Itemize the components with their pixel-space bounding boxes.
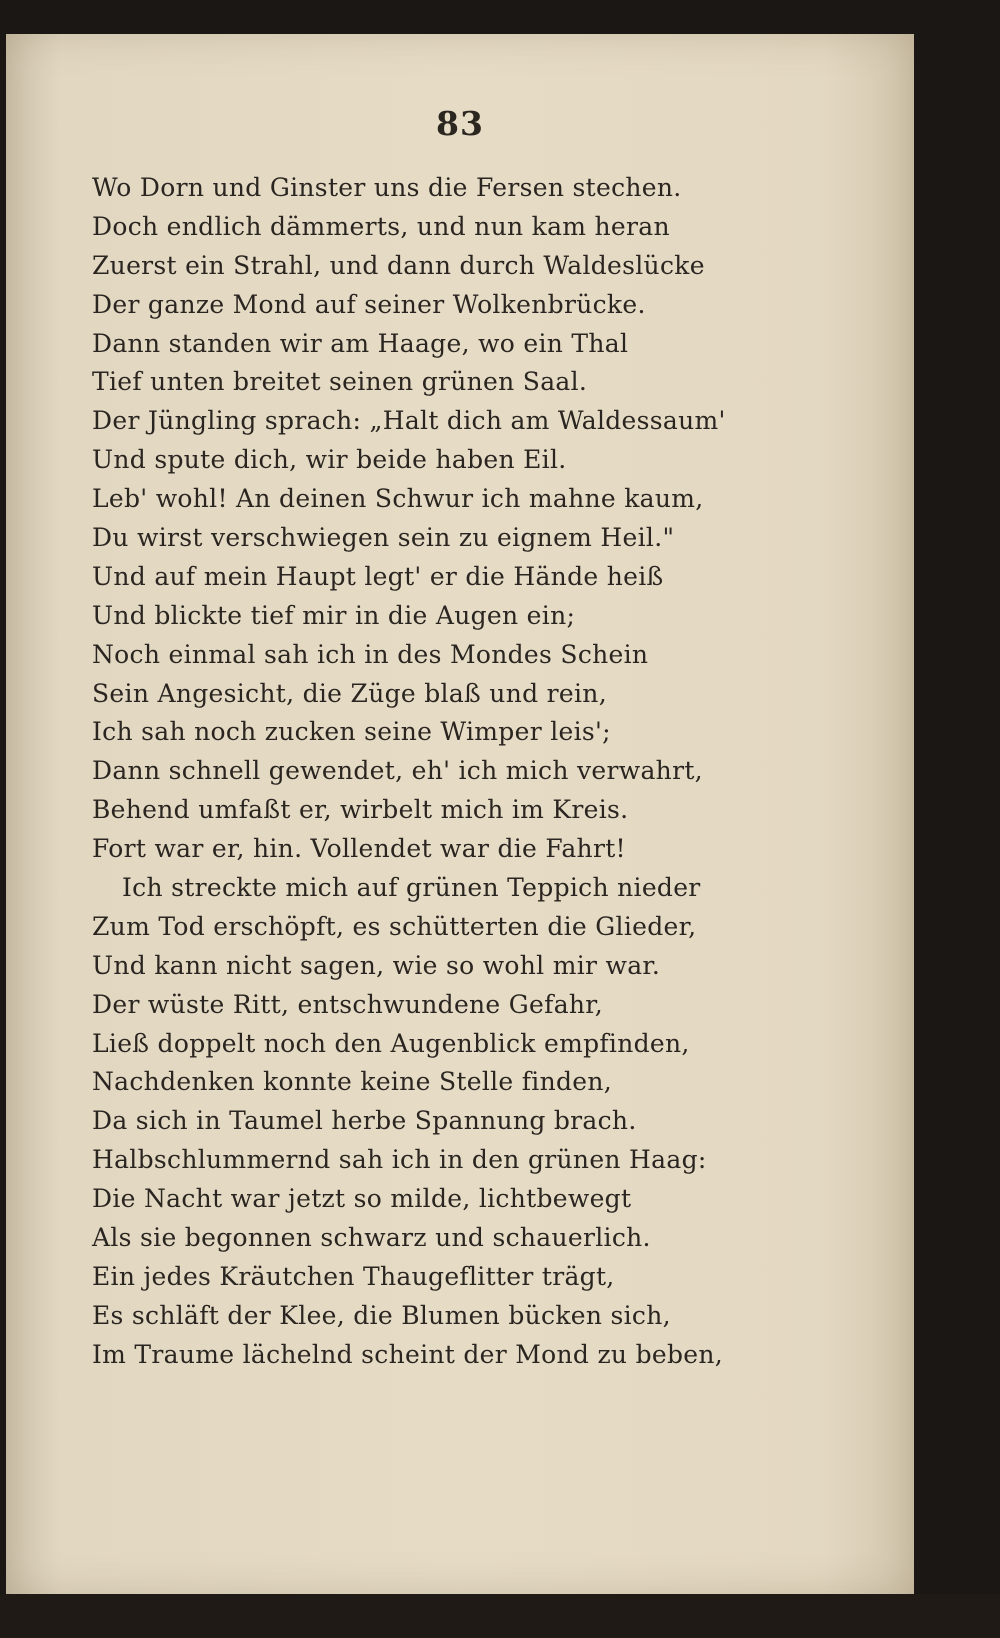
poem-line: Da sich in Taumel herbe Spannung brach. [92,1106,637,1136]
poem-line: Fort war er, hin. Vollendet war die Fahrt! [92,834,626,864]
poem-line: Ich sah noch zucken seine Wimper leis'; [92,717,611,747]
poem-line: Du wirst verschwiegen sein zu eignem Heil." [92,523,675,553]
poem-line: Tief unten breitet seinen grünen Saal. [92,367,588,397]
poem-line: Noch einmal sah ich in des Mondes Schein [92,639,649,669]
poem-line: Behend umfaßt er, wirbelt mich im Kreis. [92,795,629,825]
poem-line: Zuerst ein Strahl, und dann durch Waldeslücke [92,250,705,280]
poem-line: Als sie begonnen schwarz und schauerlich. [92,1223,651,1253]
poem-line: Doch endlich dämmerts, und nun kam heran [92,211,670,241]
poem-line: Der Jüngling sprach: „Halt dich am Waldessaum' [92,406,726,436]
poem-line: Dann standen wir am Haage, wo ein Thal [92,328,629,358]
poem-line: Und spute dich, wir beide haben Eil. [92,445,567,475]
poem-line: Ich streckte mich auf grünen Teppich nieder [122,873,701,903]
poem-line: Nachdenken konnte keine Stelle finden, [92,1067,613,1097]
poem-text [92,169,794,1375]
poem-line: Und blickte tief mir in die Augen ein; [92,600,576,630]
poem-line: Halbschlummernd sah ich in den grünen Haag: [92,1145,707,1175]
book-page [6,34,914,1594]
poem-line: Sein Angesicht, die Züge blaß und rein, [92,678,607,708]
background-shadow [0,1594,1000,1638]
poem-line: Der wüste Ritt, entschwundene Gefahr, [92,989,604,1019]
poem-line: Wo Dorn und Ginster uns die Fersen stechen. [92,173,682,202]
page-number: 83 [436,104,484,143]
poem-line: Die Nacht war jetzt so milde, lichtbewegt [92,1184,632,1214]
poem-line: Dann schnell gewendet, eh' ich mich verwahrt, [92,756,703,786]
poem-line: Und kann nicht sagen, wie so wohl mir war. [92,950,661,980]
poem-line: Der ganze Mond auf seiner Wolkenbrücke. [92,289,646,319]
poem-line: Es schläft der Klee, die Blumen bücken sich, [92,1300,671,1330]
poem-line: Ließ doppelt noch den Augenblick empfinden, [92,1028,690,1058]
poem-line: Im Traume lächelnd scheint der Mond zu beben, [92,1339,724,1369]
poem-line: Ein jedes Kräutchen Thaugeflitter trägt, [92,1261,615,1291]
poem-line: Leb' wohl! An deinen Schwur ich mahne kaum, [92,484,704,514]
poem-line: Und auf mein Haupt legt' er die Hände heiß [92,561,664,591]
poem-line: Zum Tod erschöpft, es schütterten die Glieder, [92,911,697,941]
